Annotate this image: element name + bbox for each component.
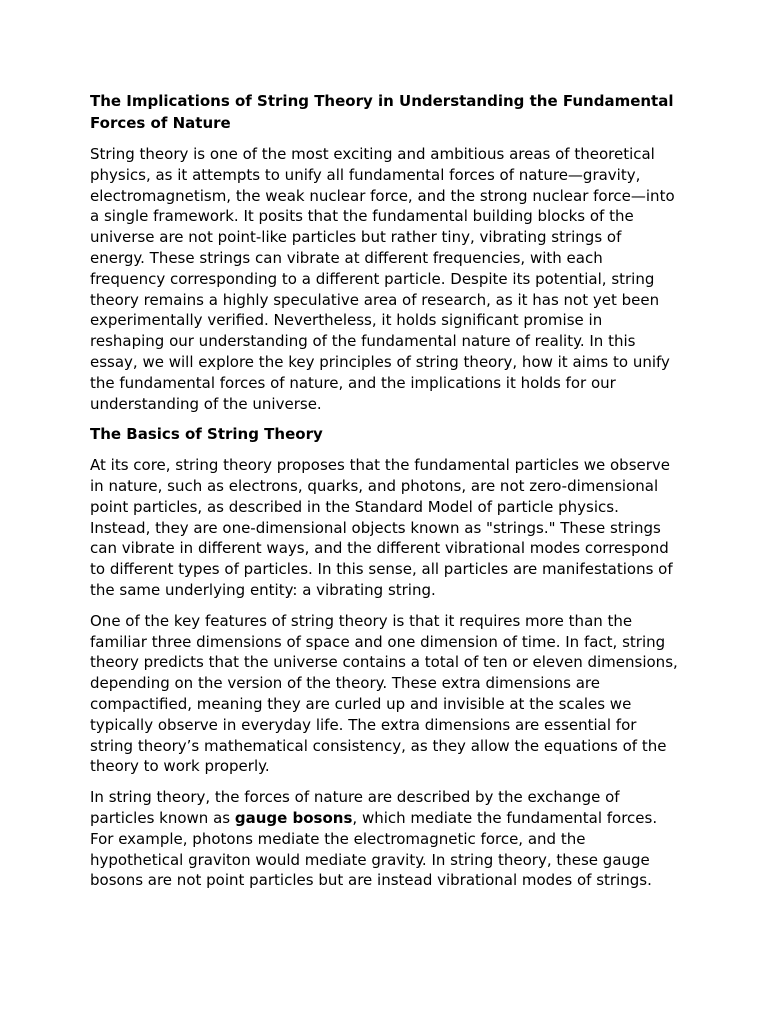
- basics-paragraph-3: [90, 787, 680, 891]
- basics-paragraph-2: One of the key features of string theory is that it requires more than the familiar three dimensions of space and one dimension of time. In fact, string theory predicts that the universe contains a total of ten or eleven dimensions, depending on the version of the theory. These extra dimensions are compactified, meaning they are curled up and invisible at the scales we typically observe in everyday life. The extra dimensions are essential for string theory’s mathematical consistency, as they allow the equations of the theory to work properly.: [90, 611, 678, 776]
- bold-term-gauge-bosons: gauge bosons: [234, 808, 353, 827]
- document-title: The Implications of String Theory in Understanding the Fundamental Forces of Nature: [90, 92, 674, 132]
- paragraph-text-before: In string theory, the forces of nature are described by the exchange of particles known as: [90, 788, 620, 827]
- basics-paragraph-1: At its core, string theory proposes that the fundamental particles we observe in nature, such as electrons, quarks, and photons, are not zero-dimensional point particles, as described in the Standard Model of particle physics. Instead, they are one-dimensional objects known as "strings." These strings can vibrate in different ways, and the different vibrational modes correspond to different types of particles. In this sense, all particles are manifestations of the same underlying entity: a vibrating string.: [90, 456, 673, 599]
- document-page: [90, 90, 680, 901]
- intro-paragraph: String theory is one of the most exciting and ambitious areas of theoretical physics, as it attempts to unify all fundamental forces of nature—gravity, electromagnetism, the weak nuclear force, and the strong nuclear force—into a single framework. It posits that the fundamental building blocks of the universe are not point-like particles but rather tiny, vibrating strings of energy. These strings can vibrate at different frequencies, with each frequency corresponding to a different particle. Despite its potential, string theory remains a highly speculative area of research, as it has not yet been experimentally verified. Nevertheless, it holds significant promise in reshaping our understanding of the fundamental nature of reality. In this essay, we will explore the key principles of string theory, how it aims to unify the fundamental forces of nature, and the implications it holds for our understanding of the universe.: [90, 145, 675, 413]
- paragraph-text-after: , which mediate the fundamental forces. For example, photons mediate the electromagnetic force, and the hypothetical graviton would mediate gravity. In string theory, these gauge bosons are not point particles but are instead vibrational modes of strings.: [90, 808, 658, 890]
- section-heading-basics: The Basics of String Theory: [90, 425, 323, 444]
